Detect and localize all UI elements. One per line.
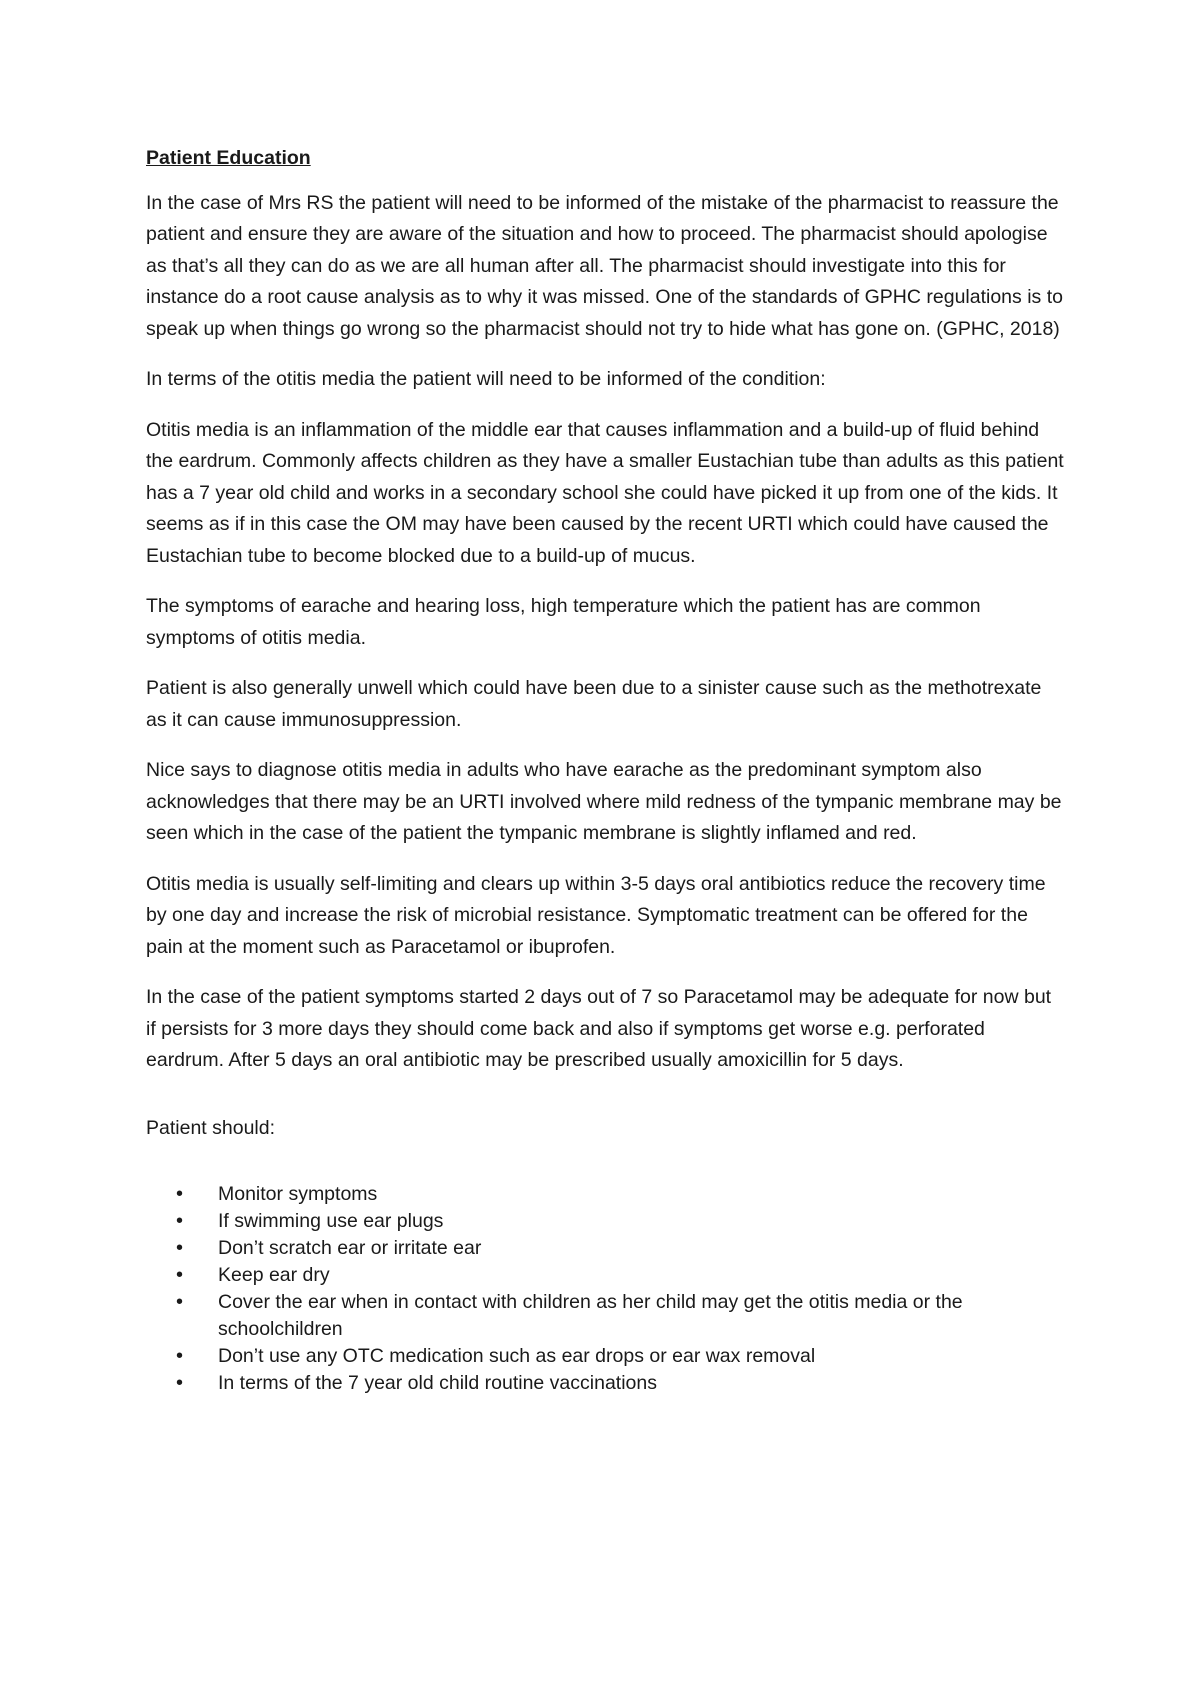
paragraph-symptoms: The symptoms of earache and hearing loss, high temperature which the patient has are common symptoms of otitis media. — [146, 595, 981, 649]
paragraph-treatment-plan: In the case of the patient symptoms started 2 days out of 7 so Paracetamol may be adequate for now but if persists for 3 more days they should come back and also if symptoms get worse e.g. perforated eardrum. After 5 days an oral antibiotic may be prescribed usually amoxicillin for 5 days. — [146, 986, 1052, 1071]
paragraph-mistake-disclosure: In the case of Mrs RS the patient will need to be informed of the mistake of the pharmacist to reassure the patient and ensure they are aware of the situation and how to proceed. The pharmacist should apologise as that’s all they can do as we are all human after all. The pharmacist should investigate into this for instance do a root cause analysis as to why it was missed. One of the standards of GPHC regulations is to speak up when things go wrong so the pharmacist should not try to hide what has gone on. (GPHC, 2018) — [146, 191, 1063, 340]
paragraph-otitis-definition: Otitis media is an inflammation of the middle ear that causes inflammation and a build-up of fluid behind the eardrum. Commonly affects children as they have a smaller Eustachian tube than adults as this patient has a 7 year old child and works in a secondary school she could have picked it up from one of the kids. It seems as if in this case the OM may have been caused by the recent URTI which could have caused the Eustachian tube to become blocked due to a build-up of mucus. — [146, 418, 1064, 567]
list-item: • Monitor symptoms — [218, 1181, 1066, 1208]
list-item: • Don’t use any OTC medication such as ear drops or ear wax removal — [218, 1343, 1066, 1370]
list-item: • Keep ear dry — [218, 1262, 1066, 1289]
list-item: • If swimming use ear plugs — [218, 1208, 1066, 1235]
paragraph-self-limiting: Otitis media is usually self-limiting and clears up within 3-5 days oral antibiotics reduce the recovery time by one day and increase the risk of microbial resistance. Symptomatic treatment can be offered for the pain at the moment such as Paracetamol or ibuprofen. — [146, 872, 1046, 958]
list-heading: Patient should: — [146, 1116, 276, 1139]
list-item: • Cover the ear when in contact with children as her child may get the otitis media or the schoolchildren — [218, 1289, 1066, 1343]
advice-list — [146, 1181, 1066, 1397]
document-title: Patient Education — [146, 147, 311, 169]
paragraph-unwell: Patient is also generally unwell which could have been due to a sinister cause such as the methotrexate as it can cause immunosuppression. — [146, 677, 1042, 731]
paragraph-nice-guidance: Nice says to diagnose otitis media in adults who have earache as the predominant symptom also acknowledges that there may be an URTI involved where mild redness of the tympanic membrane may be seen which in the case of the patient the tympanic membrane is slightly inflamed and red. — [146, 759, 1062, 844]
list-item: • Don’t scratch ear or irritate ear — [218, 1235, 1066, 1262]
document-body — [146, 143, 1066, 1397]
list-item: • In terms of the 7 year old child routine vaccinations — [218, 1370, 1066, 1397]
paragraph-condition-intro: In terms of the otitis media the patient will need to be informed of the condition: — [146, 368, 826, 390]
